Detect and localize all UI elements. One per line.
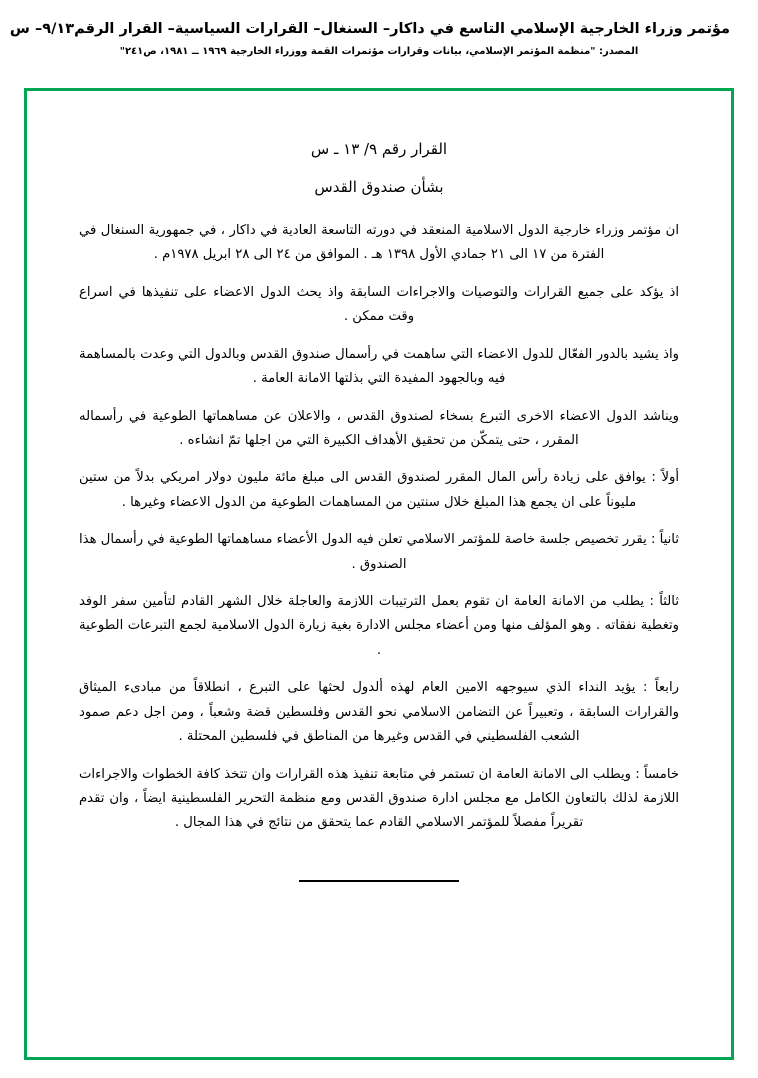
paragraph-clause-fourth: رابعاً : يؤيد النداء الذي سيوجهه الامين العام لهذه ألدول لحثها على التبرع ، انطلاقاً من مبادىء الميثاق والقرارات السابقة ، وتعبيراً عن التضامن الاسلامي نحو القدس وفلسطين قضة وشعباً ، ومن اجل دعم صمود الشعب الفلسطيني في القدس وغيرها من المناطق في فلسطين المحتلة . bbox=[79, 680, 679, 745]
paragraph-preamble-1: ان مؤتمر وزراء خارجية الدول الاسلامية المنعقد في دورته التاسعة العادية في داكار ، في جمهورية السنغال في الفترة من ١٧ الى ٢١ جمادي الأول ١٣٩٨ هـ . الموافق من ٢٤ الى ٢٨ ابريل ١٩٧٨م . bbox=[79, 223, 679, 263]
document-body bbox=[27, 91, 731, 1057]
paragraph-preamble-4: ويناشد الدول الاعضاء الاخرى التبرع بسخاء لصندوق القدس ، والاعلان عن مساهماتها الطوعية في رأسماله المقرر ، حتى يتمكّن من تحقيق الأهداف الكبيرة التي من اجلها تمّ انشاءه . bbox=[79, 408, 679, 448]
closing-divider bbox=[299, 880, 459, 882]
paragraph-preamble-3: واذ يشيد بالدور الفعّال للدول الاعضاء التي ساهمت في رأسمال صندوق القدس وبالدول التي وعدت بالمساهمة فيه وبالجهود المفيدة التي بذلتها الامانة العامة . bbox=[79, 346, 679, 387]
paragraph-clause-second: ثانياً : يقرر تخصيص جلسة خاصة للمؤتمر الاسلامي تعلن فيه الدول الأعضاء مساهماتها الطوعية في رأسمال هذا الصندوق . bbox=[79, 532, 679, 572]
resolution-number: القرار رقم ٩/ ١٣ ـ س bbox=[310, 140, 448, 158]
page-header bbox=[0, 0, 758, 61]
green-border-frame bbox=[24, 88, 734, 1060]
header-source: المصدر: "منظمة المؤتمر الإسلامي، بيانات وقرارات مؤتمرات القمة ووزراء الخارجية ١٩٦٩ ــ ١٩٨١، ص٢٤١" bbox=[119, 45, 639, 57]
paragraph-clause-first: أولاً : يوافق على زيادة رأس المال المقرر لصندوق القدس الى مبلغ مائة مليون دولار امريكي بدلاً من ستين مليوناً على ان يجمع هذا المبلغ خلال سنتين من المساهمات الطوعية من الدول الاعضاء وغيرها . bbox=[79, 470, 679, 510]
paragraph-clause-third: ثالثاً : يطلب من الامانة العامة ان تقوم بعمل الترتيبات اللازمة والعاجلة خلال الشهر القادم لتأمين سفر الوفد وتغطية نفقاته . وهو المؤلف منها ومن أعضاء مجلس الادارة بغية زيارة الدول الاسلامية لجمع التبرعات الطوعية . bbox=[79, 594, 679, 658]
paragraph-clause-fifth: خامساً : ويطلب الى الامانة العامة ان تستمر في متابعة تنفيذ هذه القرارات وان تتخذ كافة الخطوات والاجراءات اللازمة لذلك بالتعاون الكامل مع مجلس ادارة صندوق القدس ومع منظمة التحرير الفلسطينية ايضاً ، وان تقدم تقريراً مفصلاً للمؤتمر الاسلامي القادم عما يتحقق من نتائج في هذا المجال . bbox=[79, 766, 679, 831]
paragraph-preamble-2: اذ يؤكد على جميع القرارات والتوصيات والاجراءات السابقة واذ يحث الدول الاعضاء على تنفيذها في اسراع وقت ممكن . bbox=[79, 284, 679, 325]
resolution-subject: بشأن صندوق القدس bbox=[314, 178, 444, 196]
header-title: مؤتمر وزراء الخارجية الإسلامي التاسع في داكار– السنغال– القرارات السياسية– القرار الرقم٩/١٣– س bbox=[9, 21, 730, 37]
